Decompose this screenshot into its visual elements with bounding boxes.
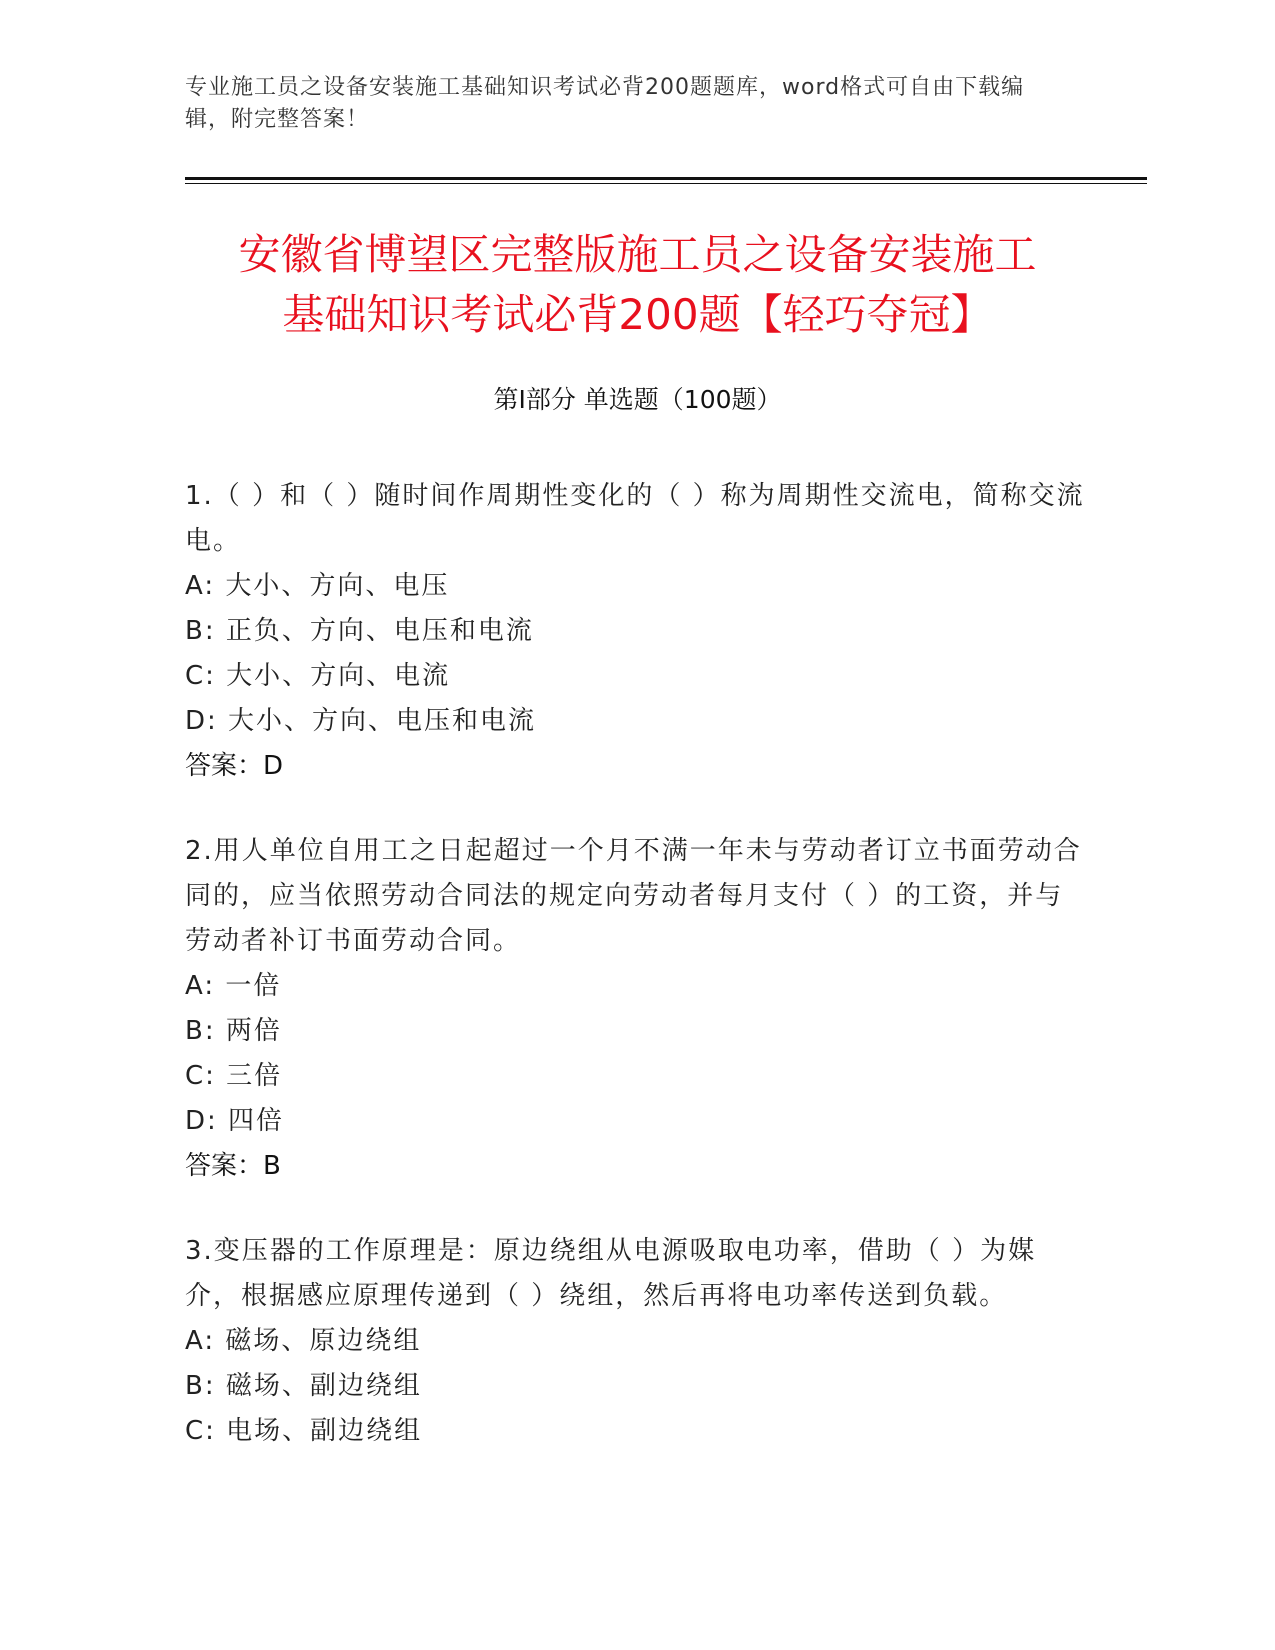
question-1 bbox=[185, 474, 1085, 789]
header-divider-thick bbox=[185, 177, 1147, 180]
option-c: C: 电场、副边绕组 bbox=[185, 1416, 423, 1446]
option-c: C: 三倍 bbox=[185, 1061, 283, 1091]
question-list bbox=[185, 474, 1085, 1494]
document-title-line-2: 基础知识考试必背200题【轻巧夺冠】 bbox=[282, 290, 993, 339]
answer-line: 答案：D bbox=[185, 751, 284, 781]
header-note: 专业施工员之设备安装施工基础知识考试必背200题题库，word格式可自由下载编辑，附完整答案！ bbox=[185, 75, 1025, 132]
document-title bbox=[150, 225, 1125, 345]
question-2 bbox=[185, 829, 1085, 1189]
question-stem: 3.变压器的工作原理是：原边绕组从电源吸取电功率，借助（ ）为媒介，根据感应原理传递到（ ）绕组，然后再将电功率传送到负载。 bbox=[185, 1236, 1037, 1311]
section-heading: 第Ⅰ部分 单选题（100题） bbox=[493, 385, 782, 414]
option-a: A: 一倍 bbox=[185, 971, 282, 1001]
question-stem: 2.用人单位自用工之日起超过一个月不满一年未与劳动者订立书面劳动合同的，应当依照劳动合同法的规定向劳动者每月支付（ ）的工资，并与劳动者补订书面劳动合同。 bbox=[185, 836, 1082, 956]
option-b: B: 正负、方向、电压和电流 bbox=[185, 616, 534, 646]
answer-line: 答案：B bbox=[185, 1151, 281, 1181]
option-c: C: 大小、方向、电流 bbox=[185, 661, 451, 691]
option-a: A: 磁场、原边绕组 bbox=[185, 1326, 422, 1356]
document-title-line-1: 安徽省博望区完整版施工员之设备安装施工 bbox=[238, 230, 1037, 279]
question-stem: 1.（ ）和（ ）随时间作周期性变化的（ ）称为周期性交流电，简称交流电。 bbox=[185, 481, 1085, 556]
option-a: A: 大小、方向、电压 bbox=[185, 571, 450, 601]
question-3 bbox=[185, 1229, 1085, 1454]
option-d: D: 四倍 bbox=[185, 1106, 285, 1136]
header-divider-thin bbox=[185, 183, 1147, 184]
option-b: B: 磁场、副边绕组 bbox=[185, 1371, 422, 1401]
option-d: D: 大小、方向、电压和电流 bbox=[185, 706, 537, 736]
option-b: B: 两倍 bbox=[185, 1016, 282, 1046]
